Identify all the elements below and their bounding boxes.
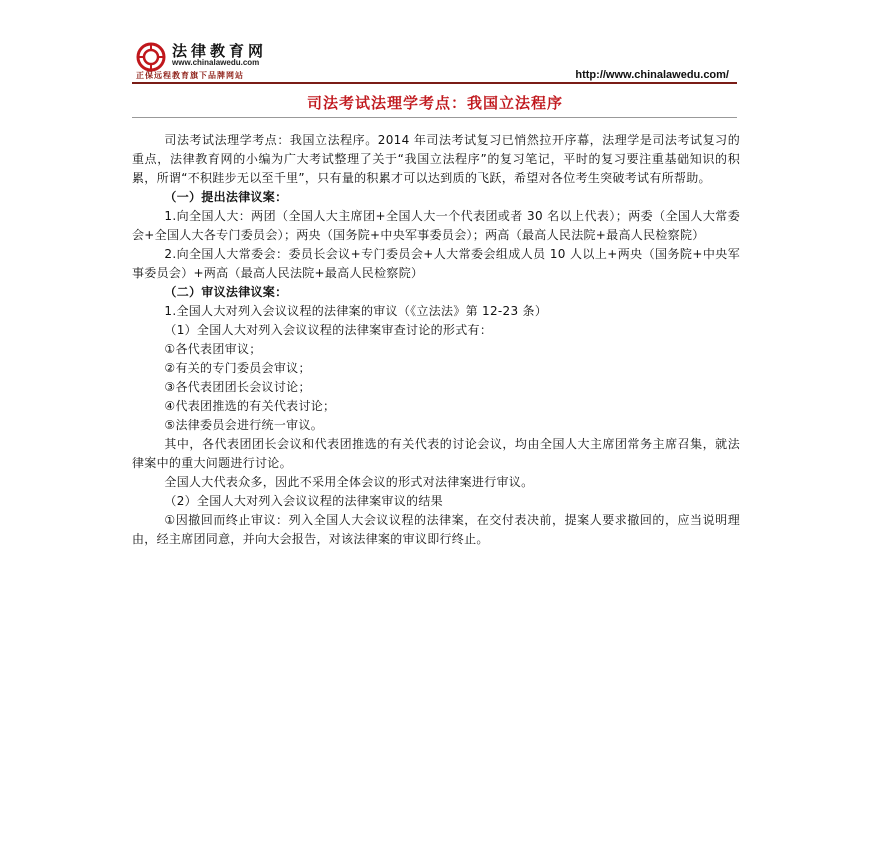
document-header bbox=[132, 40, 737, 90]
body-paragraph: ③各代表团团长会议讨论； bbox=[164, 380, 311, 394]
body-paragraph: 1.全国人大对列入会议议程的法律案的审议（《立法法》第 12-23 条） bbox=[164, 304, 548, 318]
section-heading: （二）审议法律议案： bbox=[164, 285, 288, 299]
law-education-logo-icon bbox=[136, 42, 166, 72]
body-paragraph: 其中，各代表团团长会议和代表团推选的有关代表的讨论会议，均由全国人大主席团常务主席召集，就法律案中的重大问题进行讨论。 bbox=[132, 437, 740, 470]
logo-tagline: 正保远程教育旗下品牌网站 bbox=[136, 71, 244, 80]
header-divider bbox=[132, 82, 737, 84]
body-paragraph: ①各代表团审议； bbox=[164, 342, 262, 356]
section-heading: （一）提出法律议案： bbox=[164, 190, 288, 204]
body-paragraph: 2.向全国人大常委会：委员长会议+专门委员会+人大常委会组成人员 10 人以上+两央（国务院+中央军事委员会）+两高（最高人民法院+最高人民检察院） bbox=[132, 247, 740, 280]
body-paragraph: （2）全国人大对列入会议议程的法律案审议的结果 bbox=[164, 494, 443, 508]
body-paragraph: 1.向全国人大：两团（全国人大主席团+全国人大一个代表团或者 30 名以上代表）；两委（全国人大常委会+全国人大各专门委员会）；两央（国务院+中央军事委员会）；两高（最高人民法院+最高人民检察院） bbox=[132, 209, 740, 242]
site-url-link[interactable]: http://www.chinalawedu.com/ bbox=[575, 69, 729, 81]
document-title: 司法考试法理学考点：我国立法程序 bbox=[306, 94, 563, 112]
logo-url[interactable]: www.chinalawedu.com bbox=[172, 58, 260, 67]
document-body bbox=[132, 131, 740, 549]
body-paragraph: （1）全国人大对列入会议议程的法律案审查讨论的形式有： bbox=[164, 323, 493, 337]
body-paragraph: 全国人大代表众多，因此不采用全体会议的形式对法律案进行审议。 bbox=[164, 475, 534, 489]
logo-name: 法律教育网 bbox=[172, 42, 268, 60]
body-paragraph: ①因撤回而终止审议：列入全国人大会议议程的法律案，在交付表决前，提案人要求撤回的，应当说明理由，经主席团同意，并向大会报告，对该法律案的审议即行终止。 bbox=[132, 513, 740, 546]
title-divider bbox=[132, 117, 737, 118]
body-paragraph: ⑤法律委员会进行统一审议。 bbox=[164, 418, 324, 432]
body-paragraph: ②有关的专门委员会审议； bbox=[164, 361, 311, 375]
body-paragraph: ④代表团推选的有关代表讨论； bbox=[164, 399, 336, 413]
body-paragraph: 司法考试法理学考点：我国立法程序。2014 年司法考试复习已悄然拉开序幕，法理学是司法考试复习的重点，法律教育网的小编为广大考试整理了关于“我国立法程序”的复习笔记，平时的复习要注重基础知识的积累，所谓“不积跬步无以至千里”，只有量的积累才可以达到质的飞跃，希望对各位考生突破考试有所帮助。 bbox=[132, 133, 740, 185]
